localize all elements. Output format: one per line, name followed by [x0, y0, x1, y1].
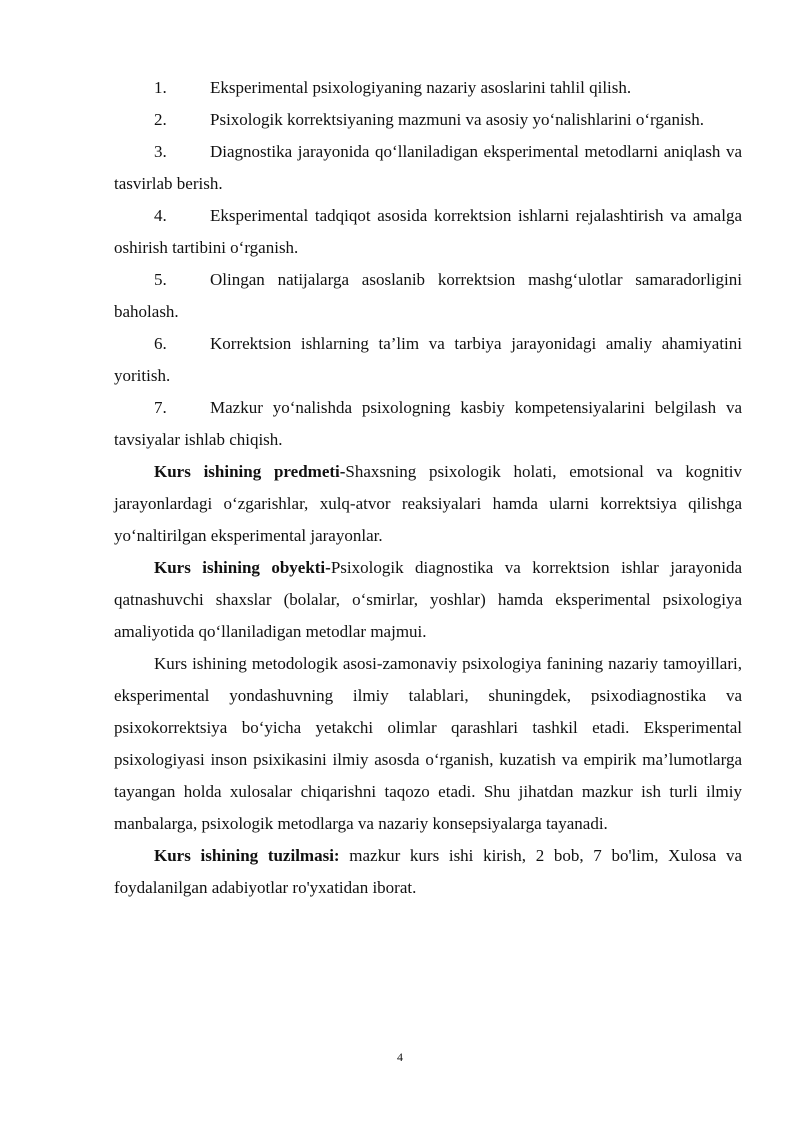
page-number: 4 [397, 1050, 403, 1064]
structure-label: Kurs ishining tuzilmasi: [154, 846, 340, 865]
list-text: Eksperimental tadqiqot asosida korrektsion ishlarni rejalashtirish va amalga oshirish tartibini o‘rganish. [114, 206, 742, 257]
object-text: Psixologik diagnostika va korrektsion ishlar jarayonida qatnashuvchi shaxslar (bolalar, o‘smirlar, yoshlar) hamda eksperimental psixologiya amaliyotida qo‘llaniladigan metodlar majmui. [114, 558, 742, 641]
object-paragraph [114, 552, 742, 648]
list-number: 7. [154, 398, 167, 417]
list-text: Eksperimental psixologiyaning nazariy asoslarini tahlil qilish. [210, 78, 632, 97]
list-item-7 [114, 392, 742, 456]
methodology-paragraph [114, 648, 742, 840]
subject-text: Shaxsning psixologik holati, emotsional va kognitiv jarayonlardagi o‘zgarishlar, xulq-atvor reaksiyalari hamda ularni korrektsiya qilishga yo‘naltirilgan eksperimental jarayonlar. [114, 462, 742, 545]
list-number: 2. [154, 110, 167, 129]
structure-text: mazkur kurs ishi kirish, 2 bob, 7 bo'lim, Xulosa va foydalanilgan adabiyotlar ro'yxatidan iborat. [114, 846, 742, 897]
subject-paragraph [114, 456, 742, 552]
list-text: Olingan natijalarga asoslanib korrektsion mashg‘ulotlar samaradorligini baholash. [114, 270, 742, 321]
list-number: 4. [154, 206, 167, 225]
methodology-text: Kurs ishining metodologik asosi-zamonaviy psixologiya fanining nazariy tamoyillari, eksperimental yondashuvning ilmiy talablari, shuningdek, psixodiagnostika va psixokorrektsiya bo‘yicha yetakchi olimlar qarashlari tashkil etadi. Eksperimental psixologiyasi inson psixikasini ilmiy asosda o‘rganish, kuzatish va empirik ma’lumotlarga tayangan holda xulosalar chiqarishni taqozo etadi. Shu jihatdan mazkur ish turli ilmiy manbalarga, psixologik metodlarga va nazariy konsepsiyalarga tayanadi. [114, 654, 742, 833]
list-item-2 [114, 104, 742, 136]
list-text: Mazkur yo‘nalishda psixologning kasbiy kompetensiyalarini belgilash va tavsiyalar ishlab chiqish. [114, 398, 742, 449]
list-item-5 [114, 264, 742, 328]
page-content [114, 72, 742, 904]
subject-label: Kurs ishining predmeti- [154, 462, 346, 481]
list-number: 3. [154, 142, 167, 161]
list-text: Diagnostika jarayonida qo‘llaniladigan eksperimental metodlarni aniqlash va tasvirlab berish. [114, 142, 742, 193]
list-text: Korrektsion ishlarning ta’lim va tarbiya jarayonidagi amaliy ahamiyatini yoritish. [114, 334, 742, 385]
list-item-6 [114, 328, 742, 392]
list-number: 1. [154, 78, 167, 97]
list-number: 6. [154, 334, 167, 353]
structure-paragraph [114, 840, 742, 904]
list-item-3 [114, 136, 742, 200]
list-text: Psixologik korrektsiyaning mazmuni va asosiy yo‘nalishlarini o‘rganish. [210, 110, 705, 129]
list-item-1 [114, 72, 742, 104]
list-item-4 [114, 200, 742, 264]
object-label: Kurs ishining obyekti- [154, 558, 331, 577]
list-number: 5. [154, 270, 167, 289]
